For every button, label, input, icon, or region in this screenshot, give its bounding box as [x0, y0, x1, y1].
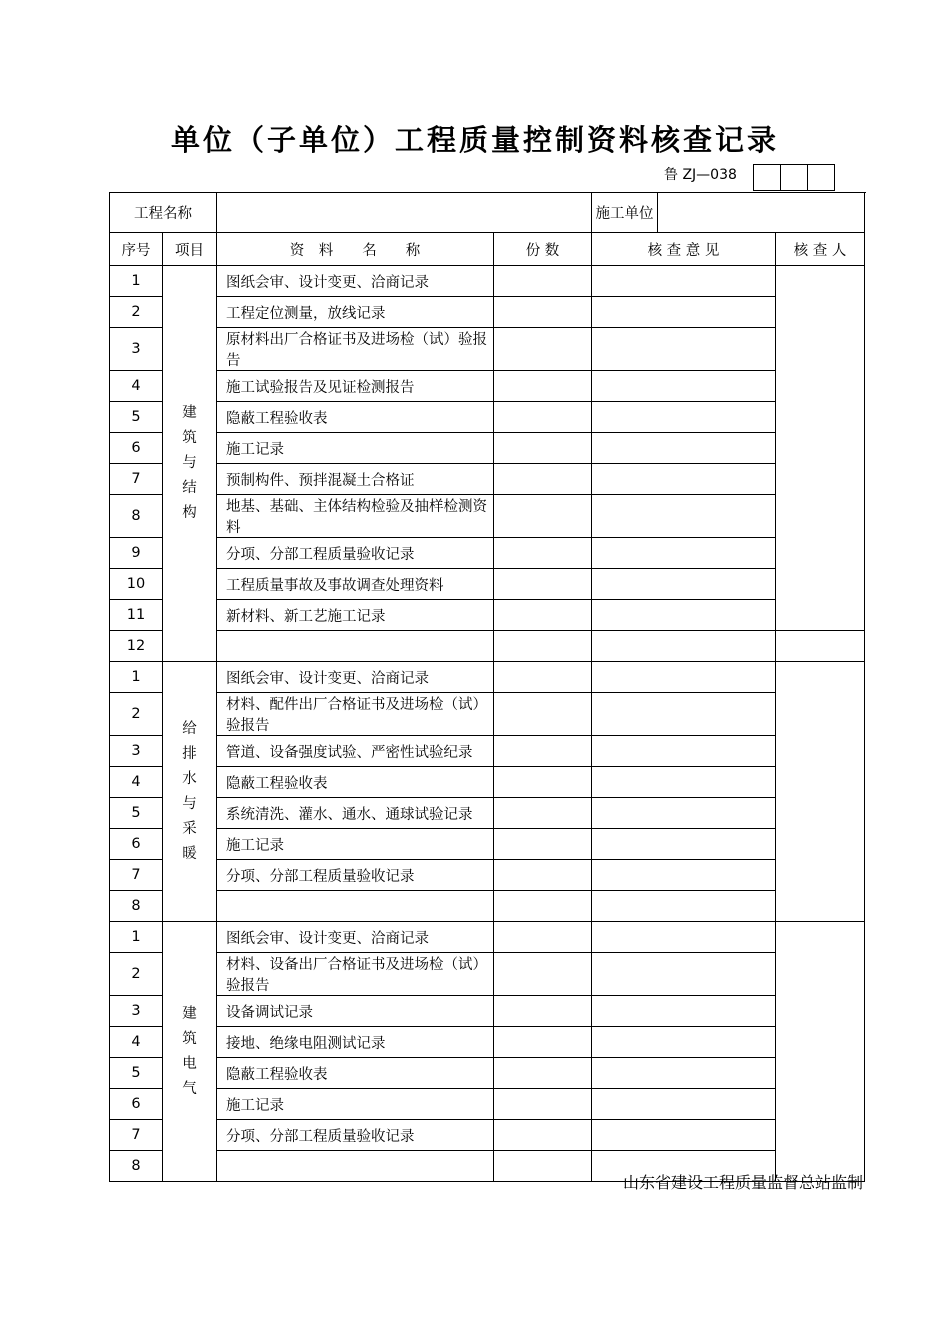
col-copies: 份 数	[494, 233, 592, 266]
opinion-cell[interactable]	[592, 1089, 776, 1120]
table-row	[110, 891, 865, 922]
col-doc-name: 资 料 名 称	[217, 233, 494, 266]
doc-name-cell[interactable]: 图纸会审、设计变更、洽商记录	[217, 922, 494, 953]
doc-name-cell[interactable]: 分项、分部工程质量验收记录	[217, 538, 494, 569]
copies-cell[interactable]	[494, 1151, 592, 1182]
checker-cell[interactable]	[776, 662, 865, 922]
doc-name-cell[interactable]: 材料、设备出厂合格证书及进场检（试）验报告	[217, 953, 494, 996]
opinion-cell[interactable]	[592, 891, 776, 922]
copies-cell[interactable]	[494, 569, 592, 600]
opinion-cell[interactable]	[592, 371, 776, 402]
doc-name-cell[interactable]: 图纸会审、设计变更、洽商记录	[217, 662, 494, 693]
doc-name-cell[interactable]	[217, 1151, 494, 1182]
col-checker: 核 查 人	[776, 233, 865, 266]
page-title: 单位（子单位）工程质量控制资料核查记录	[170, 123, 779, 157]
row-number: 5	[110, 402, 163, 433]
doc-name-cell[interactable]: 图纸会审、设计变更、洽商记录	[217, 266, 494, 297]
table-row	[110, 1058, 865, 1089]
row-number: 8	[110, 1151, 163, 1182]
table-row	[110, 297, 865, 328]
row-number: 12	[110, 631, 163, 662]
opinion-cell[interactable]	[592, 464, 776, 495]
doc-name-cell[interactable]: 隐蔽工程验收表	[217, 402, 494, 433]
table-row	[110, 1027, 865, 1058]
table-row	[110, 693, 865, 736]
table-row	[110, 631, 865, 662]
doc-name-cell[interactable]: 隐蔽工程验收表	[217, 767, 494, 798]
col-seq: 序号	[110, 233, 163, 266]
table-row	[110, 266, 865, 297]
opinion-cell[interactable]	[592, 1058, 776, 1089]
code-box-1[interactable]	[753, 164, 781, 191]
opinion-cell[interactable]	[592, 829, 776, 860]
doc-name-cell[interactable]: 材料、配件出厂合格证书及进场检（试）验报告	[217, 693, 494, 736]
opinion-cell[interactable]	[592, 631, 776, 662]
category-char: 气	[182, 1080, 197, 1097]
doc-name-cell[interactable]: 接地、绝缘电阻测试记录	[217, 1027, 494, 1058]
table-row	[110, 538, 865, 569]
category-cell	[163, 662, 217, 922]
row-number: 1	[110, 662, 163, 693]
row-number: 1	[110, 922, 163, 953]
row-number: 7	[110, 1120, 163, 1151]
opinion-cell[interactable]	[592, 402, 776, 433]
copies-cell[interactable]	[494, 266, 592, 297]
opinion-cell[interactable]	[592, 953, 776, 996]
category-char: 排	[182, 745, 197, 762]
code-box-3[interactable]	[807, 164, 835, 191]
opinion-cell[interactable]	[592, 1120, 776, 1151]
doc-name-cell[interactable]: 新材料、新工艺施工记录	[217, 600, 494, 631]
column-header-row	[110, 233, 865, 266]
opinion-cell[interactable]	[592, 495, 776, 538]
opinion-cell[interactable]	[592, 922, 776, 953]
copies-cell[interactable]	[494, 631, 592, 662]
doc-name-cell[interactable]: 设备调试记录	[217, 996, 494, 1027]
category-cell	[163, 922, 217, 1182]
doc-name-cell[interactable]: 施工记录	[217, 433, 494, 464]
row-number: 5	[110, 798, 163, 829]
opinion-cell[interactable]	[592, 433, 776, 464]
table-row	[110, 1120, 865, 1151]
row-number: 8	[110, 495, 163, 538]
row-number: 7	[110, 860, 163, 891]
table-row	[110, 433, 865, 464]
doc-name-cell[interactable]	[217, 631, 494, 662]
doc-name-cell[interactable]: 分项、分部工程质量验收记录	[217, 1120, 494, 1151]
table-row	[110, 767, 865, 798]
doc-name-cell[interactable]: 系统清洗、灌水、通水、通球试验记录	[217, 798, 494, 829]
row-number: 1	[110, 266, 163, 297]
copies-cell[interactable]	[494, 767, 592, 798]
row-number: 2	[110, 953, 163, 996]
doc-name-cell[interactable]: 地基、基础、主体结构检验及抽样检测资料	[217, 495, 494, 538]
copies-cell[interactable]	[494, 1120, 592, 1151]
construction-unit-label: 施工单位	[592, 193, 658, 233]
opinion-cell[interactable]	[592, 860, 776, 891]
copies-cell[interactable]	[494, 1089, 592, 1120]
footer-issuer: 山东省建设工程质量监督总站监制	[622, 1173, 863, 1192]
row-number: 8	[110, 891, 163, 922]
row-number: 9	[110, 538, 163, 569]
category-char: 电	[182, 1055, 197, 1072]
table-row	[110, 953, 865, 996]
table-row	[110, 736, 865, 767]
row-number: 4	[110, 1027, 163, 1058]
table-row	[110, 922, 865, 953]
doc-name-cell[interactable]: 工程定位测量，放线记录	[217, 297, 494, 328]
row-number: 10	[110, 569, 163, 600]
category-char: 结	[182, 480, 197, 496]
project-name-label: 工程名称	[110, 193, 217, 233]
row-number: 4	[110, 371, 163, 402]
category-char: 水	[182, 770, 197, 787]
row-number: 6	[110, 1089, 163, 1120]
table-row	[110, 860, 865, 891]
project-name-field[interactable]	[217, 193, 592, 233]
table-row	[110, 798, 865, 829]
copies-cell[interactable]	[494, 433, 592, 464]
opinion-cell[interactable]	[592, 266, 776, 297]
copies-cell[interactable]	[494, 464, 592, 495]
category-cell	[163, 266, 217, 662]
category-char: 给	[182, 720, 197, 737]
copies-cell[interactable]	[494, 1027, 592, 1058]
row-number: 2	[110, 693, 163, 736]
copies-cell[interactable]	[494, 600, 592, 631]
copies-cell[interactable]	[494, 495, 592, 538]
opinion-cell[interactable]	[592, 297, 776, 328]
copies-cell[interactable]	[494, 891, 592, 922]
opinion-cell[interactable]	[592, 767, 776, 798]
row-number: 11	[110, 600, 163, 631]
table-row	[110, 1089, 865, 1120]
copies-cell[interactable]	[494, 736, 592, 767]
opinion-cell[interactable]	[592, 600, 776, 631]
doc-name-cell[interactable]: 工程质量事故及事故调查处理资料	[217, 569, 494, 600]
row-number: 5	[110, 1058, 163, 1089]
row-number: 7	[110, 464, 163, 495]
opinion-cell[interactable]	[592, 693, 776, 736]
opinion-cell[interactable]	[592, 736, 776, 767]
copies-cell[interactable]	[494, 371, 592, 402]
table-row	[110, 569, 865, 600]
inspection-table	[109, 192, 865, 1182]
copies-cell[interactable]	[494, 693, 592, 736]
category-char: 构	[182, 505, 197, 521]
category-char: 建	[182, 1005, 197, 1022]
row-number: 6	[110, 829, 163, 860]
category-char: 筑	[182, 430, 197, 446]
doc-name-cell[interactable]: 施工试验报告及见证检测报告	[217, 371, 494, 402]
table-row	[110, 371, 865, 402]
table-row	[110, 464, 865, 495]
header-row-project	[110, 193, 865, 233]
row-number: 3	[110, 996, 163, 1027]
doc-name-cell[interactable]: 管道、设备强度试验、严密性试验纪录	[217, 736, 494, 767]
table-row	[110, 600, 865, 631]
category-char: 与	[182, 455, 197, 471]
opinion-cell[interactable]	[592, 662, 776, 693]
category-char: 筑	[182, 1030, 197, 1047]
category-char: 暖	[182, 845, 197, 862]
category-char: 与	[182, 795, 197, 812]
copies-cell[interactable]	[494, 798, 592, 829]
category-char: 采	[182, 820, 197, 837]
doc-name-cell[interactable]	[217, 891, 494, 922]
doc-name-cell[interactable]: 原材料出厂合格证书及进场检（试）验报告	[217, 328, 494, 371]
copies-cell[interactable]	[494, 538, 592, 569]
table-row	[110, 402, 865, 433]
copies-cell[interactable]	[494, 922, 592, 953]
table-row	[110, 662, 865, 693]
table-row	[110, 829, 865, 860]
doc-name-cell[interactable]: 施工记录	[217, 1089, 494, 1120]
row-number: 3	[110, 328, 163, 371]
table-row	[110, 495, 865, 538]
opinion-cell[interactable]	[592, 538, 776, 569]
copies-cell[interactable]	[494, 402, 592, 433]
col-opinion: 核 查 意 见	[592, 233, 776, 266]
opinion-cell[interactable]	[592, 569, 776, 600]
checker-cell[interactable]	[776, 266, 865, 631]
col-item: 项目	[163, 233, 217, 266]
copies-cell[interactable]	[494, 662, 592, 693]
row-number: 6	[110, 433, 163, 464]
row-number: 2	[110, 297, 163, 328]
copies-cell[interactable]	[494, 996, 592, 1027]
copies-cell[interactable]	[494, 829, 592, 860]
row-number: 4	[110, 767, 163, 798]
copies-cell[interactable]	[494, 1058, 592, 1089]
code-box-2[interactable]	[780, 164, 808, 191]
table-row	[110, 328, 865, 371]
opinion-cell[interactable]	[592, 996, 776, 1027]
opinion-cell[interactable]	[592, 328, 776, 371]
checker-cell[interactable]	[776, 922, 865, 1182]
doc-name-cell[interactable]: 施工记录	[217, 829, 494, 860]
copies-cell[interactable]	[494, 860, 592, 891]
row-number: 3	[110, 736, 163, 767]
doc-name-cell[interactable]: 分项、分部工程质量验收记录	[217, 860, 494, 891]
copies-cell[interactable]	[494, 328, 592, 371]
form-code: 鲁 ZJ—038	[664, 167, 737, 183]
doc-name-cell[interactable]: 预制构件、预拌混凝土合格证	[217, 464, 494, 495]
checker-cell[interactable]	[776, 631, 865, 662]
table-row	[110, 996, 865, 1027]
doc-name-cell[interactable]: 隐蔽工程验收表	[217, 1058, 494, 1089]
opinion-cell[interactable]	[592, 1027, 776, 1058]
opinion-cell[interactable]	[592, 798, 776, 829]
copies-cell[interactable]	[494, 297, 592, 328]
category-char: 建	[182, 405, 197, 421]
copies-cell[interactable]	[494, 953, 592, 996]
construction-unit-field[interactable]	[658, 193, 865, 233]
